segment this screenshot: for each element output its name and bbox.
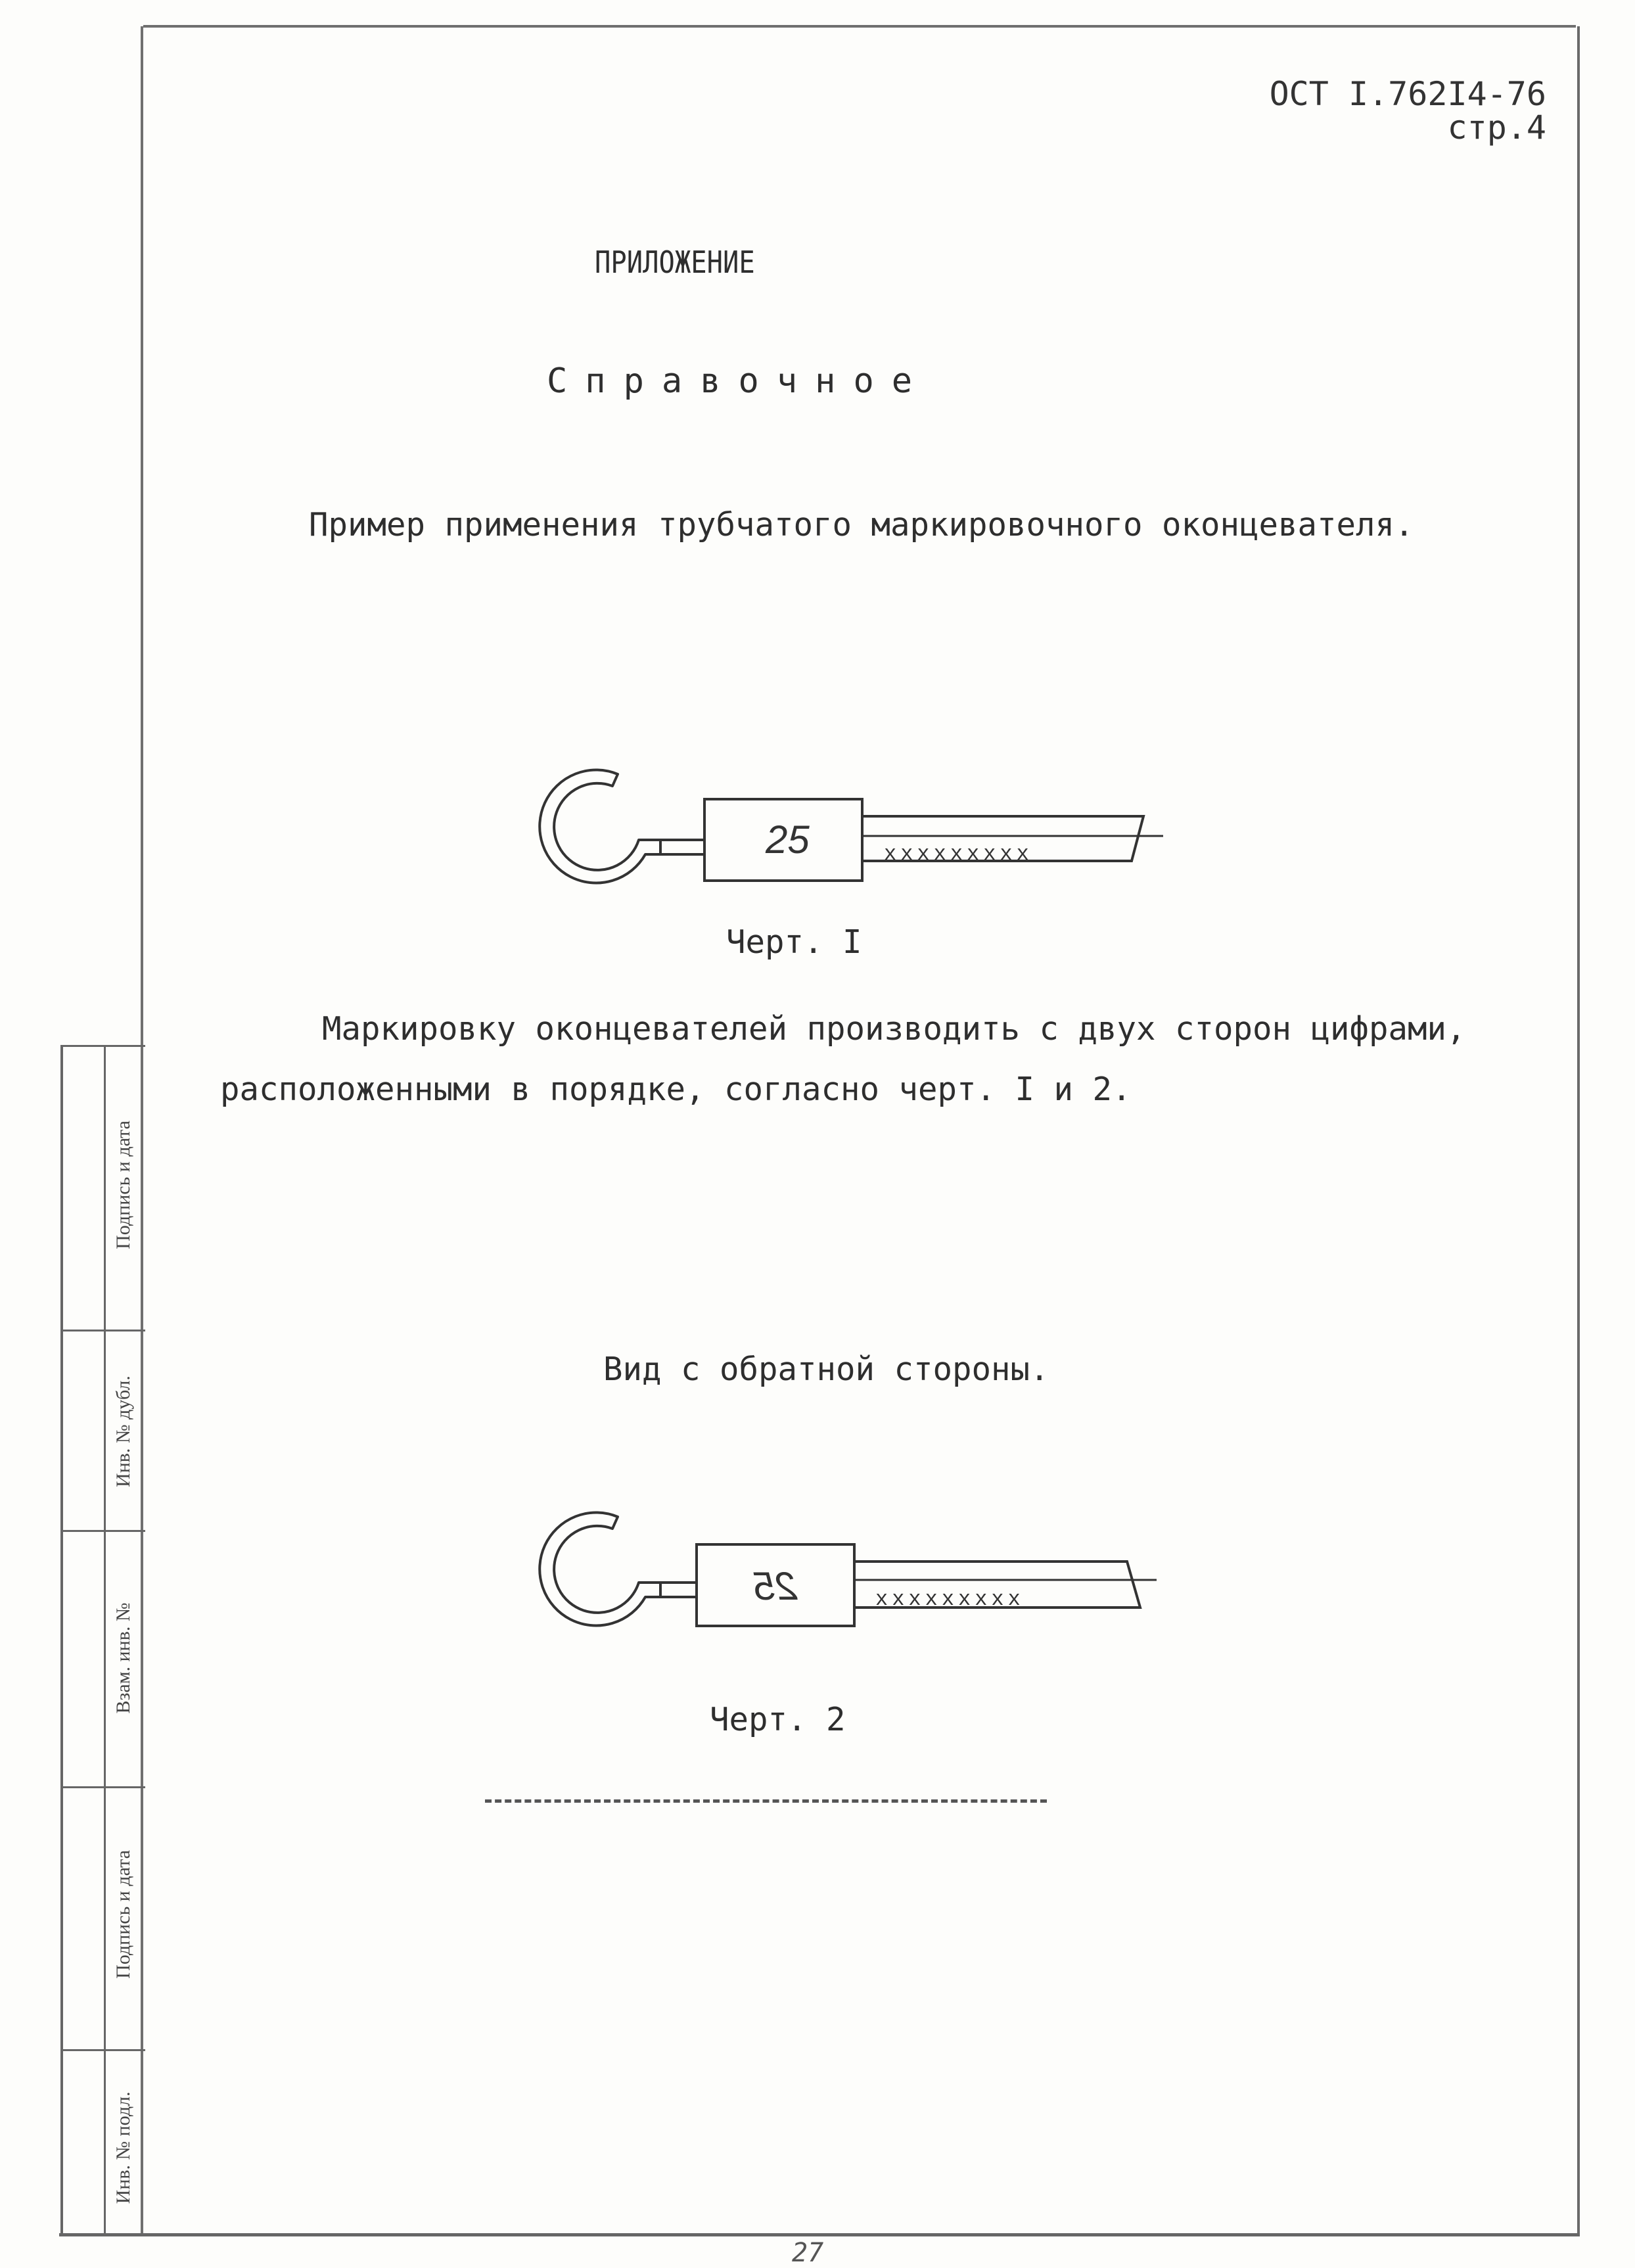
page-label: стр.4 <box>1447 108 1546 147</box>
figure-1-caption: Черт. I <box>726 923 862 961</box>
appendix-subtitle: Справочное <box>547 361 931 401</box>
appendix-title: ПРИЛОЖЕНИЕ <box>595 244 755 280</box>
document-number: ОСТ I.762I4-76 <box>1269 75 1546 113</box>
figure-1-drawing <box>499 756 1196 900</box>
wire-strands: xxxxxxxxx <box>875 1587 1025 1611</box>
figure-2-drawing <box>499 1498 1196 1643</box>
wire-strands: xxxxxxxxx <box>884 842 1033 866</box>
reverse-view-label: Вид с обратной стороны. <box>603 1351 1049 1388</box>
ring-terminal-hook <box>540 770 660 883</box>
stamp-inv-podl: Инв. № подл. <box>112 2091 134 2204</box>
figure-2-caption: Черт. 2 <box>710 1701 846 1738</box>
marker-label-25: 25 <box>766 818 810 862</box>
frame-right-border <box>1577 26 1580 2234</box>
frame-bottom-border <box>59 2233 1580 2236</box>
end-rule <box>485 1799 1047 1803</box>
ring-terminal-hook <box>540 1513 660 1626</box>
section-heading: Пример применения трубчатого маркировочного оконцевателя. <box>309 506 1414 544</box>
paragraph-line-1: Маркировку оконцевателей производить с двух сторон цифрами, <box>322 1010 1466 1048</box>
page-number: 27 <box>792 2238 824 2268</box>
paragraph-line-2: расположенными в порядке, согласно черт. I и 2. <box>220 1071 1132 1108</box>
stamp-inv-dubl: Инв. № дубл. <box>112 1376 134 1487</box>
stamp-podpis-data-2: Подпись и дата <box>112 1850 134 1979</box>
marker-label-25-mirrored: 25 <box>753 1564 798 1608</box>
frame-top-border <box>143 25 1576 28</box>
side-stamp-block <box>60 1045 145 2236</box>
stamp-vzam-inv: Взам. инв. № <box>112 1602 134 1714</box>
stamp-podpis-data-1: Подпись и дата <box>112 1121 134 1249</box>
